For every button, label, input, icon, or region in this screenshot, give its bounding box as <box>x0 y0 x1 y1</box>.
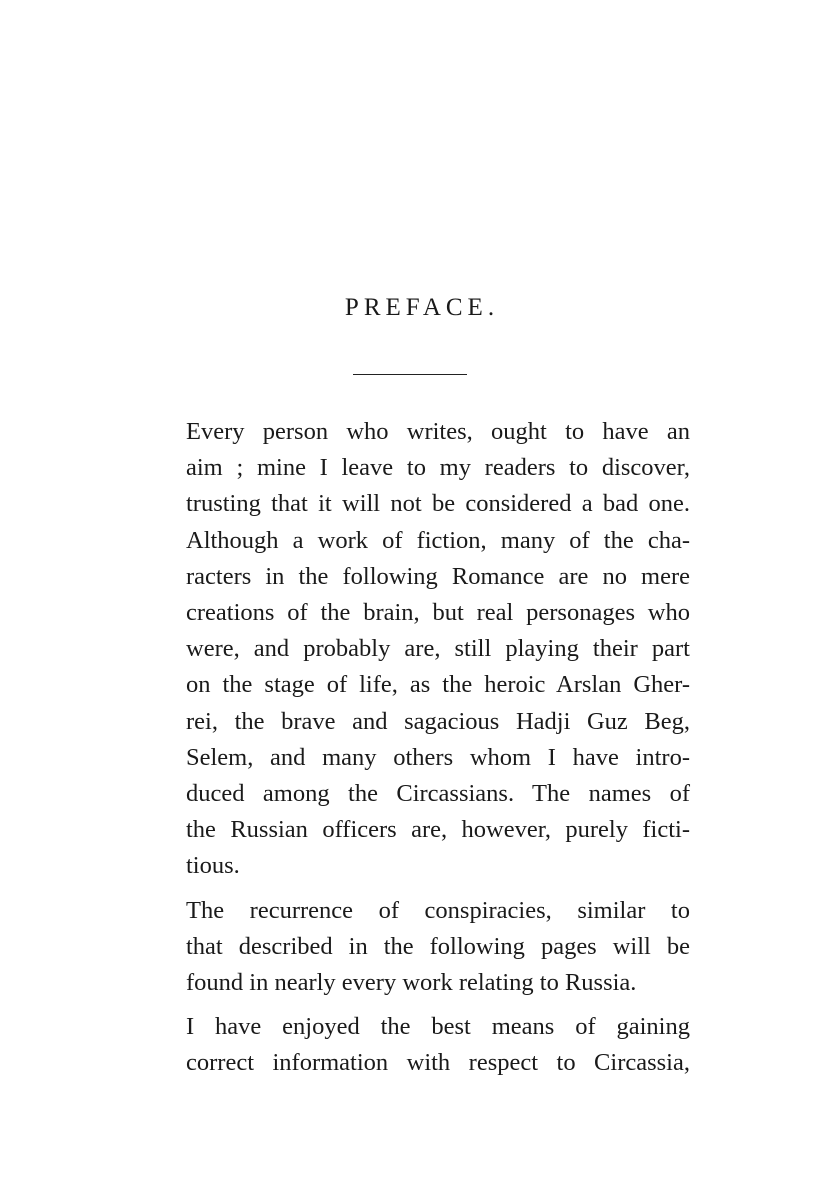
text-line: found in nearly every work relating to Russia. <box>186 969 637 997</box>
text-line: creations of the brain, but real personages who <box>186 599 690 627</box>
text-line: Selem, and many others whom I have intro- <box>186 743 690 771</box>
text-line: Every person who writes, ought to have an <box>186 418 690 445</box>
preface-body <box>158 414 690 1082</box>
text-line: trusting that it will not be considered a bad one. <box>186 490 690 518</box>
paragraph-2 <box>158 893 690 1002</box>
text-line: I have enjoyed the best means of gaining <box>186 1013 690 1041</box>
text-line: correct information with respect to Circassia, <box>186 1049 690 1077</box>
text-line: duced among the Circassians. The names of <box>186 780 690 808</box>
text-line: racters in the following Romance are no mere <box>186 562 690 590</box>
text-line: tious. <box>186 852 240 880</box>
paragraph-1 <box>158 414 690 885</box>
paragraph-3 <box>158 1009 690 1081</box>
text-line: aim ; mine I leave to my readers to discover, <box>186 454 690 482</box>
text-line: the Russian officers are, however, purely ficti- <box>186 816 690 844</box>
page-title: PREFACE. <box>344 294 500 321</box>
text-line: that described in the following pages will be <box>186 932 690 960</box>
text-line: rei, the brave and sagacious Hadji Guz Beg, <box>186 707 690 735</box>
text-line: were, and probably are, still playing their part <box>186 635 690 663</box>
text-line: The recurrence of conspiracies, similar to <box>186 896 690 924</box>
text-line: on the stage of life, as the heroic Arslan Gher- <box>186 671 690 699</box>
title-rule <box>353 374 467 375</box>
text-line: Although a work of fiction, many of the cha- <box>186 526 690 554</box>
